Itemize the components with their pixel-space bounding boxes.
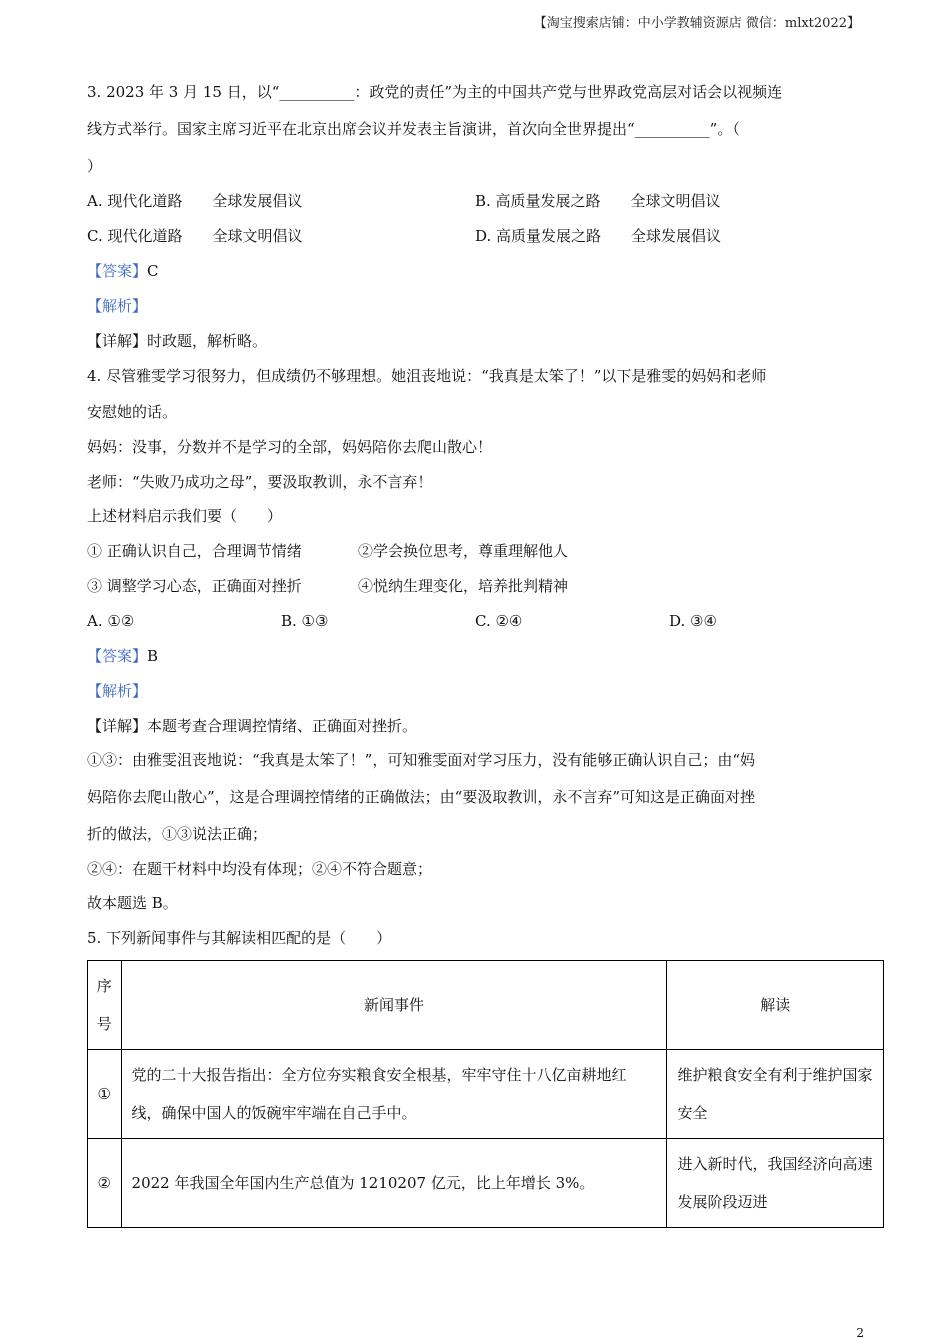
row-index: ① [88,1050,122,1139]
q3-stem-line1: 3. 2023 年 3 月 15 日，以“__________：政党的责任”为主的中国共产党与世界政党高层对话会以视频连 [87,83,783,101]
q5-stem: 5. 下列新闻事件与其解读相匹配的是（ ） [87,929,392,947]
q4-stem-line2: 安慰她的话。 [87,403,178,421]
q4-option-a: A. ①② [87,612,135,630]
row-interpretation: 进入新时代，我国经济向高速发展阶段迈进 [667,1139,884,1228]
q4-statement-1: ① 正确认识自己，合理调节情绪 [87,542,302,560]
news-table [87,960,884,1228]
detail-tag: 【详解】 [87,717,148,735]
q4-teacher-quote: 老师：“失败乃成功之母”，要汲取教训，永不言弃！ [87,473,433,491]
header-news-event: 新闻事件 [121,961,667,1050]
table-row [88,1050,884,1139]
q3-stem-line3: ） [87,157,103,175]
q4-option-b: B. ①③ [281,612,329,630]
q3-option-c: C. 现代化道路 全球文明倡议 [87,227,303,245]
q3-analysis-tag: 【解析】 [87,297,148,315]
q4-explanation-line3: 折的做法，①③说法正确； [87,825,268,843]
q4-option-d: D. ③④ [669,612,717,630]
q4-statement-2: ②学会换位思考，尊重理解他人 [358,542,569,560]
q4-explanation-line4: ②④：在题干材料中均没有体现；②④不符合题意； [87,860,433,878]
row-news-event: 党的二十大报告指出：全方位夯实粮食安全根基，牢牢守住十八亿亩耕地红线，确保中国人的饭碗牢牢端在自己手中。 [121,1050,667,1139]
q4-stem-line1: 4. 尽管雅雯学习很努力，但成绩仍不够理想。她沮丧地说：“我真是太笨了！”以下是雅雯的妈妈和老师 [87,367,767,385]
q4-answer [87,646,158,666]
q3-detail [87,331,267,351]
page-header: 【淘宝搜索店铺：中小学教辅资源店 微信：mlxt2022】 [533,16,860,31]
q4-statement-4: ④悦纳生理变化，培养批判精神 [358,577,569,595]
q4-analysis-tag: 【解析】 [87,682,148,700]
row-interpretation: 维护粮食安全有利于维护国家安全 [667,1050,884,1139]
answer-value: B [147,647,159,665]
row-index: ② [88,1139,122,1228]
detail-tag: 【详解】 [87,332,148,350]
q3-option-b: B. 高质量发展之路 全球文明倡议 [475,192,721,210]
q4-detail [87,716,417,736]
q3-answer [87,261,159,281]
answer-value: C [147,262,159,280]
table-header-row [88,961,884,1050]
row-news-event: 2022 年我国全年国内生产总值为 1210207 亿元，比上年增长 3%。 [121,1139,667,1228]
table-row [88,1139,884,1228]
page-number: 2 [856,1326,864,1340]
detail-text: 本题考查合理调控情绪、正确面对挫折。 [147,717,418,735]
q4-explanation-line1: ①③：由雅雯沮丧地说：“我真是太笨了！”，可知雅雯面对学习压力，没有能够正确认识自己；由“妈 [87,751,756,769]
q3-option-a: A. 现代化道路 全球发展倡议 [87,192,303,210]
q4-option-c: C. ②④ [475,612,523,630]
header-interpretation: 解读 [667,961,884,1050]
answer-tag: 【答案】 [87,647,148,665]
q4-explanation-line2: 妈陪你去爬山散心”，这是合理调控情绪的正确做法；由“要汲取教训，永不言弃”可知这是正确面对挫 [87,788,756,806]
q4-mom-quote: 妈妈：没事，分数并不是学习的全部，妈妈陪你去爬山散心！ [87,438,493,456]
answer-tag: 【答案】 [87,262,148,280]
q4-statement-3: ③ 调整学习心态，正确面对挫折 [87,577,302,595]
q3-stem-line2: 线方式举行。国家主席习近平在北京出席会议并发表主旨演讲，首次向全世界提出“__________”。（ [87,120,740,138]
header-index: 序号 [88,961,122,1050]
q4-prompt: 上述材料启示我们要（ ） [87,507,283,525]
q3-option-d: D. 高质量发展之路 全球发展倡议 [475,227,722,245]
q4-conclusion: 故本题选 B。 [87,894,178,912]
detail-text: 时政题，解析略。 [147,332,268,350]
